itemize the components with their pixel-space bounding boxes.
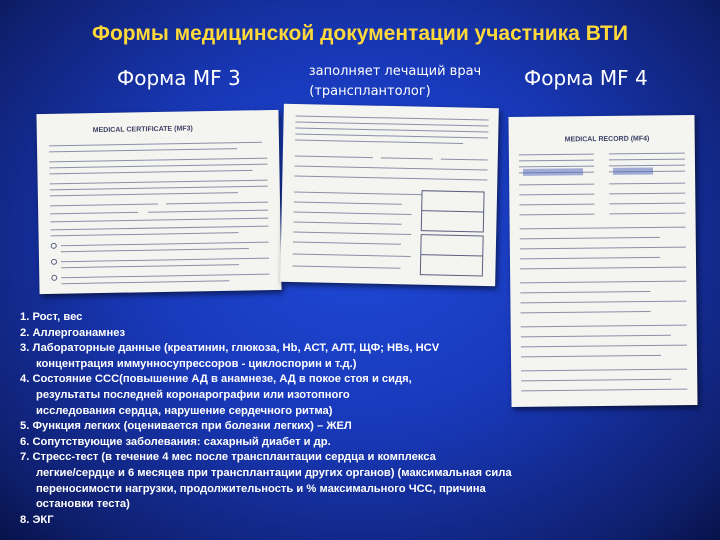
document-mf4-text-lines <box>508 115 697 407</box>
list-item-text: 7. Стресс-тест (в течение 4 мес после трансплантации сердца и комплекса <box>20 451 436 464</box>
list-item-text: переносимости нагрузки, продолжительность и % максимального ЧСС, причина <box>36 482 486 495</box>
list-item-text: 5. Функция легких (оценивается при болезни легких) – ЖЕЛ <box>20 420 352 433</box>
form-mf3-label: Форма MF 3 <box>117 66 241 90</box>
requirements-list <box>20 310 512 528</box>
slide-title: Формы медицинской документации участника ВТИ <box>92 22 628 45</box>
list-item-text: исследования сердца, нарушение сердечного ритма) <box>36 404 333 417</box>
document-mf4-title: MEDICAL RECORD (MF4) <box>564 135 650 144</box>
list-item <box>20 326 512 342</box>
document-middle-image <box>280 104 499 286</box>
note-line-2: (трансплантолог) <box>309 84 431 99</box>
list-item-text: 2. Аллергоанамнез <box>20 326 126 339</box>
document-middle-text-lines <box>280 104 499 286</box>
document-mf3-text-lines <box>36 110 281 294</box>
form-mf4-label: Форма MF 4 <box>524 66 648 90</box>
list-item-text: остановки теста) <box>36 498 130 511</box>
list-item <box>20 450 512 512</box>
list-item-text: концентрация иммунносупрессоров - циклоспорин и т.д.) <box>36 357 357 370</box>
list-item-text: результаты последней коронарографии или изотопного <box>36 388 350 401</box>
document-mf3-image <box>36 110 281 294</box>
list-item-text: 4. Состояние ССС(повышение АД в анамнезе, АД в покое стоя и сидя, <box>20 373 412 386</box>
list-item <box>20 341 512 372</box>
list-item-text: 1. Рост, вес <box>20 311 83 323</box>
list-item <box>20 419 512 435</box>
document-mf4-image <box>508 115 697 407</box>
list-item-text: 8. ЭКГ <box>20 513 54 526</box>
note-line-1: заполняет лечащий врач <box>308 64 482 79</box>
list-item <box>20 310 512 326</box>
list-item-text: 3. Лабораторные данные (креатинин, глюкоза, Hb, АСТ, АЛТ, ЩФ; HBs, HCV <box>20 342 440 355</box>
list-item-text: 6. Сопутствующие заболевания: сахарный диабет и др. <box>20 435 331 448</box>
list-item <box>20 372 512 419</box>
list-item-text: легкие/сердце и 6 месяцев при трансплантации других органов) (максимальная сила <box>36 466 512 479</box>
document-mf3-title: MEDICAL CERTIFICATE (MF3) <box>92 125 193 135</box>
list-item <box>20 513 512 529</box>
list-item <box>20 435 512 451</box>
